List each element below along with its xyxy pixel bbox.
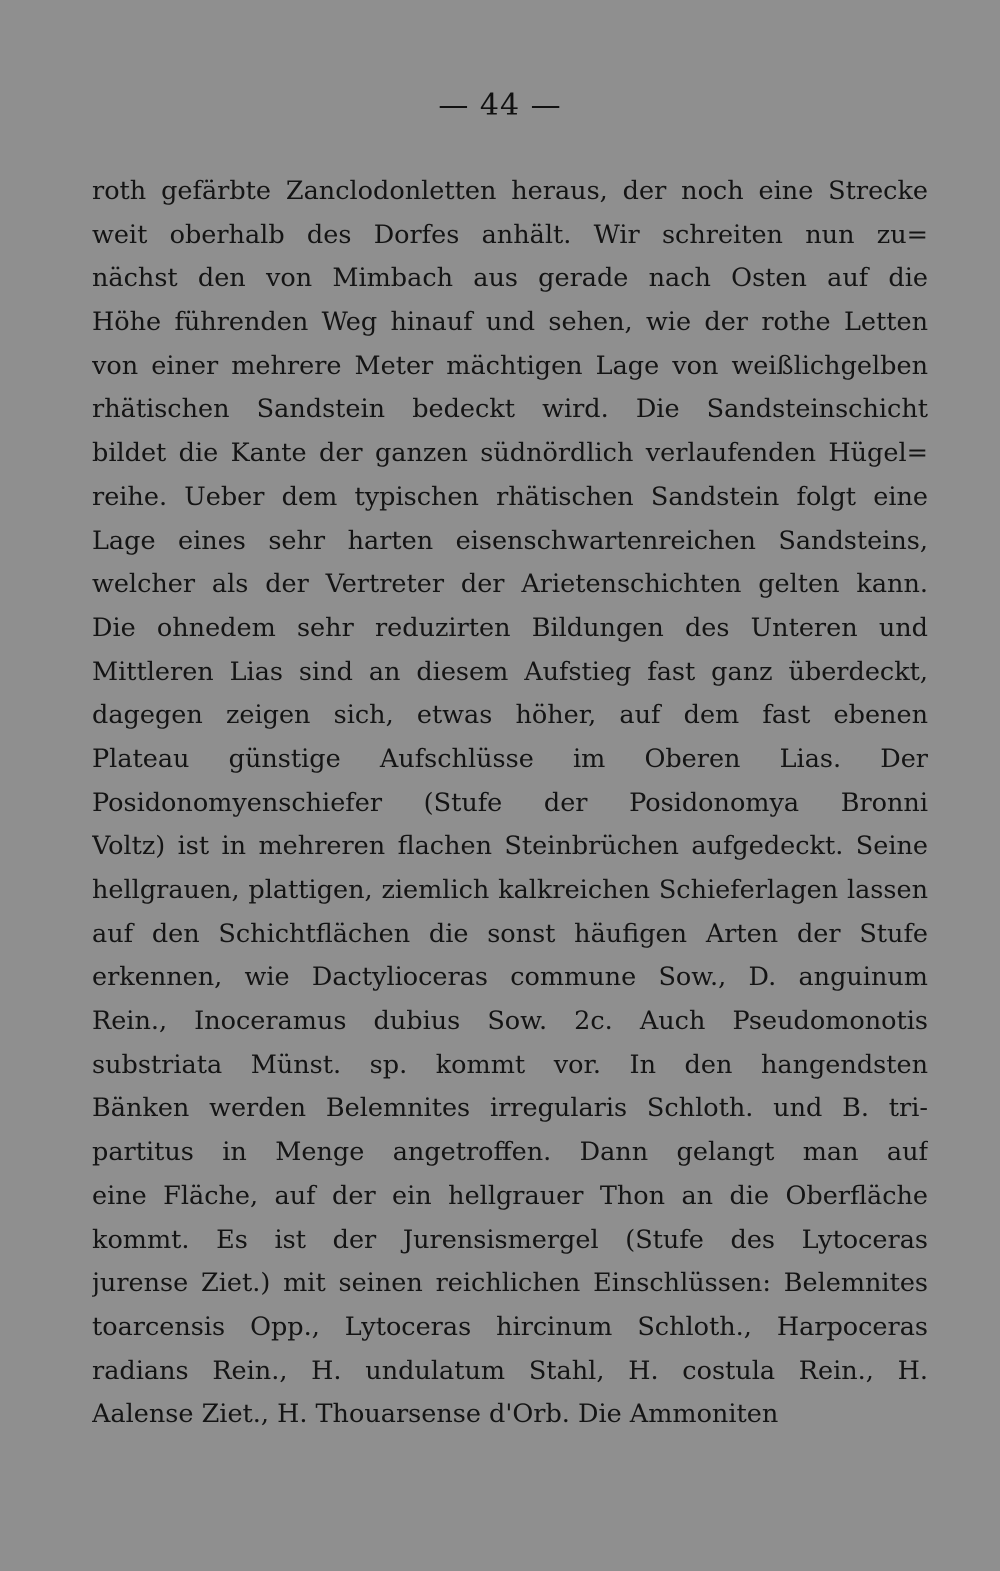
text-line: jurense Ziet.) mit seinen reichlichen Einschlüssen: Belemnites [92, 1268, 928, 1299]
page-number: — 44 — [438, 88, 562, 123]
text-line: von einer mehrere Meter mächtigen Lage von weißlichgelben [92, 350, 928, 381]
text-line: bildet die Kante der ganzen südnördlich verlaufenden Hügel= [92, 438, 928, 469]
text-line: kommt. Es ist der Jurensismergel (Stufe des Lytoceras [92, 1224, 928, 1255]
text-line: erkennen, wie Dactylioceras commune Sow., D. anguinum [92, 962, 928, 993]
text-line: Mittleren Lias sind an diesem Aufstieg fast ganz überdeckt, [92, 656, 928, 687]
text-line: radians Rein., H. undulatum Stahl, H. costula Rein., H. [92, 1355, 928, 1386]
text-line: Bänken werden Belemnites irregularis Schloth. und B. tri- [92, 1093, 928, 1124]
text-line: Aalense Ziet., H. Thouarsense d'Orb. Die Ammoniten [92, 1399, 779, 1430]
text-line: rhätischen Sandstein bedeckt wird. Die Sandsteinschicht [92, 394, 928, 425]
text-line: roth gefärbte Zanclodonletten heraus, der noch eine Strecke [92, 176, 928, 206]
text-line: welcher als der Vertreter der Arietenschichten gelten kann. [92, 569, 928, 600]
text-line: nächst den von Mimbach aus gerade nach Osten auf die [92, 263, 928, 294]
text-line: toarcensis Opp., Lytoceras hircinum Schloth., Harpoceras [92, 1311, 928, 1342]
text-line: Lage eines sehr harten eisenschwartenreichen Sandsteins, [92, 525, 928, 556]
text-line: Höhe führenden Weg hinauf und sehen, wie der rothe Letten [92, 307, 928, 338]
text-line: partitus in Menge angetroffen. Dann gelangt man auf [92, 1137, 928, 1168]
text-line: substriata Münst. sp. kommt vor. In den hangendsten [92, 1049, 928, 1080]
text-line: Die ohnedem sehr reduzirten Bildungen des Unteren und [92, 612, 928, 643]
text-line: auf den Schichtflächen die sonst häufigen Arten der Stufe [92, 918, 928, 949]
text-line: Voltz) ist in mehreren flachen Steinbrüchen aufgedeckt. Seine [92, 831, 928, 862]
text-line: weit oberhalb des Dorfes anhält. Wir schreiten nun zu= [92, 219, 928, 250]
text-line: Plateau günstige Aufschlüsse im Oberen Lias. Der [92, 743, 928, 774]
text-line: reihe. Ueber dem typischen rhätischen Sandstein folgt eine [92, 481, 928, 512]
text-line: Rein., Inoceramus dubius Sow. 2c. Auch Pseudomonotis [92, 1006, 928, 1037]
body-text [92, 170, 928, 1437]
text-line: Posidonomyenschiefer (Stufe der Posidonomya Bronni [92, 787, 928, 818]
text-line: hellgrauen, plattigen, ziemlich kalkreichen Schieferlagen lassen [92, 875, 928, 905]
text-line: dagegen zeigen sich, etwas höher, auf dem fast ebenen [92, 700, 928, 731]
text-line: eine Fläche, auf der ein hellgrauer Thon an die Oberfläche [92, 1180, 928, 1211]
